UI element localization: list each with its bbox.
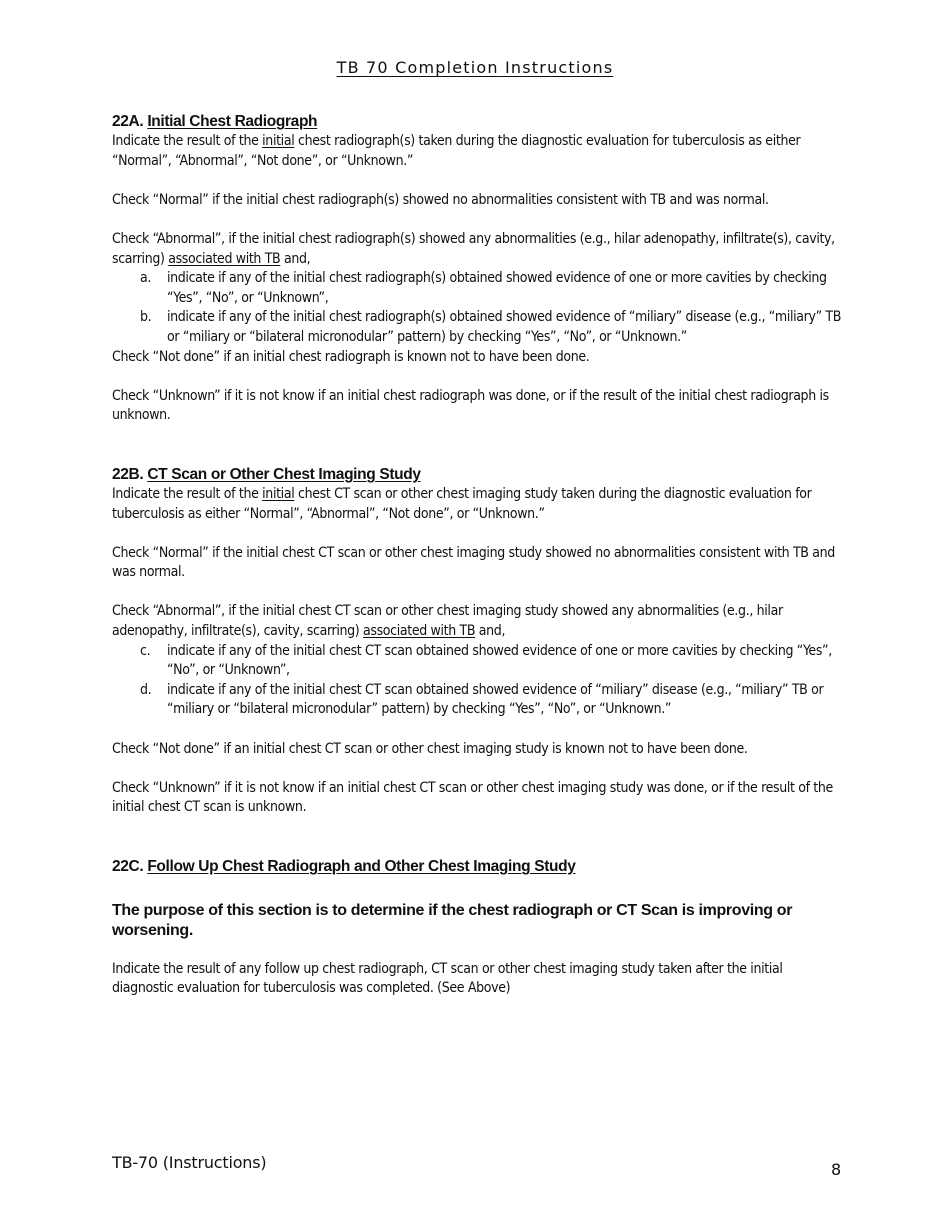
section-22a-number: 22A. [112,113,144,130]
list-item-text: indicate if any of the initial chest radiograph(s) obtained showed evidence of one or more cavities by checking “Yes”, “No”, or “Unknown”, [167,270,827,306]
section-22c-heading [112,857,842,877]
section-22b-list [112,642,842,720]
page-title: TB 70 Completion Instructions [336,58,614,77]
document-body [112,112,842,999]
intro-underlined: initial [262,485,295,502]
abnormal-text: Check “Abnormal”, if the initial chest radiograph(s) showed any abnormalities (e.g., hilar adenopathy, infiltrate(s), cavity, scarring) [112,230,835,267]
abnormal-underlined: associated with TB [363,623,476,640]
section-22b [112,465,842,818]
section-22a-normal: Check “Normal” if the initial chest radiograph(s) showed no abnormalities consistent with TB and was normal. [112,191,769,208]
intro-text: Indicate the result of the [112,133,263,149]
section-22c-number: 22C. [112,858,144,875]
section-22a [112,112,842,426]
section-22b-abnormal [112,602,842,641]
list-item [112,642,842,681]
section-22c-text: Indicate the result of any follow up chest radiograph, CT scan or other chest imaging study taken after the initial diagnostic evaluation for tuberculosis was completed. (See Above) [112,960,783,997]
list-item [112,308,842,347]
section-22b-normal: Check “Normal” if the initial chest CT scan or other chest imaging study showed no abnormalities consistent with TB and was normal. [112,544,835,581]
section-22a-heading [112,112,842,132]
intro-text-rest: chest radiograph(s) taken during the diagnostic evaluation for tuberculosis as either “Normal”, “Abnormal”, “Not done”, or “Unknown.” [112,133,801,169]
intro-text: Indicate the result of the [112,485,263,502]
list-marker: d. [140,681,152,698]
list-item [112,681,842,720]
section-22a-unknown: Check “Unknown” if it is not know if an initial chest radiograph was done, or if the result of the initial chest radiograph is unknown. [112,387,829,424]
list-marker: b. [140,309,152,326]
section-22a-not-done: Check “Not done” if an initial chest radiograph is known not to have been done. [112,348,590,365]
list-marker: c. [140,642,151,659]
abnormal-text-rest: and, [280,250,311,267]
abnormal-text-rest: and, [475,623,506,640]
list-item-text: indicate if any of the initial chest CT scan obtained showed evidence of one or more cavities by checking “Yes”, “No”, or “Unknown”, [167,642,832,679]
list-item [112,269,842,308]
section-22b-intro [112,485,842,524]
list-marker: a. [140,270,152,287]
section-22b-unknown: Check “Unknown” if it is not know if an initial chest CT scan or other chest imaging study was done, or if the result of the initial chest CT scan is unknown. [112,779,833,816]
section-22b-number: 22B. [112,465,144,483]
section-22c-purpose: The purpose of this section is to determine if the chest radiograph or CT Scan is improving or worsening. [112,902,793,939]
section-22c [112,857,842,999]
section-22a-list [112,269,842,347]
intro-underlined: initial [262,133,295,149]
abnormal-underlined: associated with TB [168,250,281,267]
section-22a-abnormal [112,230,842,269]
list-item-text: indicate if any of the initial chest CT scan obtained showed evidence of “miliary” disease (e.g., “miliary” TB or “miliary or “bilateral micronodular” pattern) by checking “Yes”, “No”, or “Unknown.” [167,681,824,718]
intro-text-rest: chest CT scan or other chest imaging study taken during the diagnostic evaluation for tuberculosis as either “Normal”, “Abnormal”, “Not done”, or “Unknown.” [112,485,812,522]
footer-form-label: TB-70 (Instructions) [112,1153,267,1172]
section-22a-title: Initial Chest Radiograph [147,113,318,130]
page-number: 8 [831,1160,841,1179]
section-22b-heading [112,465,842,485]
list-item-text: indicate if any of the initial chest radiograph(s) obtained showed evidence of “miliary” disease (e.g., “miliary” TB or “miliary or “bilateral micronodular” pattern) by checking “Yes”, “No”, or “Unknown.” [167,309,842,345]
section-22b-not-done: Check “Not done” if an initial chest CT scan or other chest imaging study is known not to have been done. [112,740,748,757]
section-22a-intro [112,132,842,171]
abnormal-text: Check “Abnormal”, if the initial chest CT scan or other chest imaging study showed any abnormalities (e.g., hilar adenopathy, infiltrate(s), cavity, scarring) [112,603,783,640]
section-22c-title: Follow Up Chest Radiograph and Other Chest Imaging Study [147,858,576,875]
section-22b-title: CT Scan or Other Chest Imaging Study [147,465,421,483]
